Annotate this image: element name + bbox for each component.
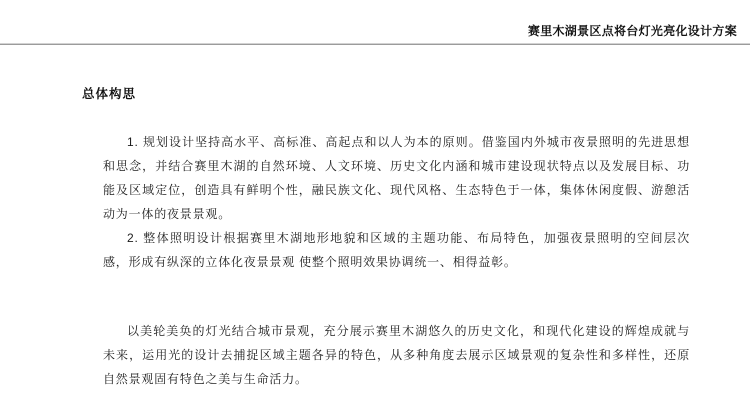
paragraph-point-2: 2. 整体照明设计根据赛里木湖地形地貌和区域的主题功能、布局特色，加强夜景照明的空间层次感，形成有纵深的立体化夜景景观 使整个照明效果协调统一、相得益彰。: [103, 231, 690, 269]
paragraph-point-1: 1. 规划设计坚持高水平、高标准、高起点和以人为本的原则。借鉴国内外城市夜景照明的先进思想和思念，并结合赛里木湖的自然环境、人文环境、历史文化内涵和城市建设现状特点以及发展目标、功能及区域定位，创造具有鲜明个性，融民族文化、现代风格、生态特色于一体，集体休闲度假、游憩活动为一体的夜景景观。: [103, 135, 690, 221]
section-heading: 总体构思: [82, 87, 137, 101]
document-header: [0, 22, 737, 40]
document-header-title: 赛里木湖景区点将台灯光亮化设计方案: [527, 24, 737, 38]
section-paragraphs: [103, 130, 690, 391]
paragraph-closing: 以美轮美奂的灯光结合城市景观，充分展示赛里木湖悠久的历史文化，和现代化建设的辉煌成就与未来，运用光的设计去捕捉区域主题各异的特色，从多种角度去展示区域景观的复杂性和多样性，还原自然景观固有特色之美与生命活力。: [103, 324, 690, 386]
document-body: [0, 45, 750, 391]
